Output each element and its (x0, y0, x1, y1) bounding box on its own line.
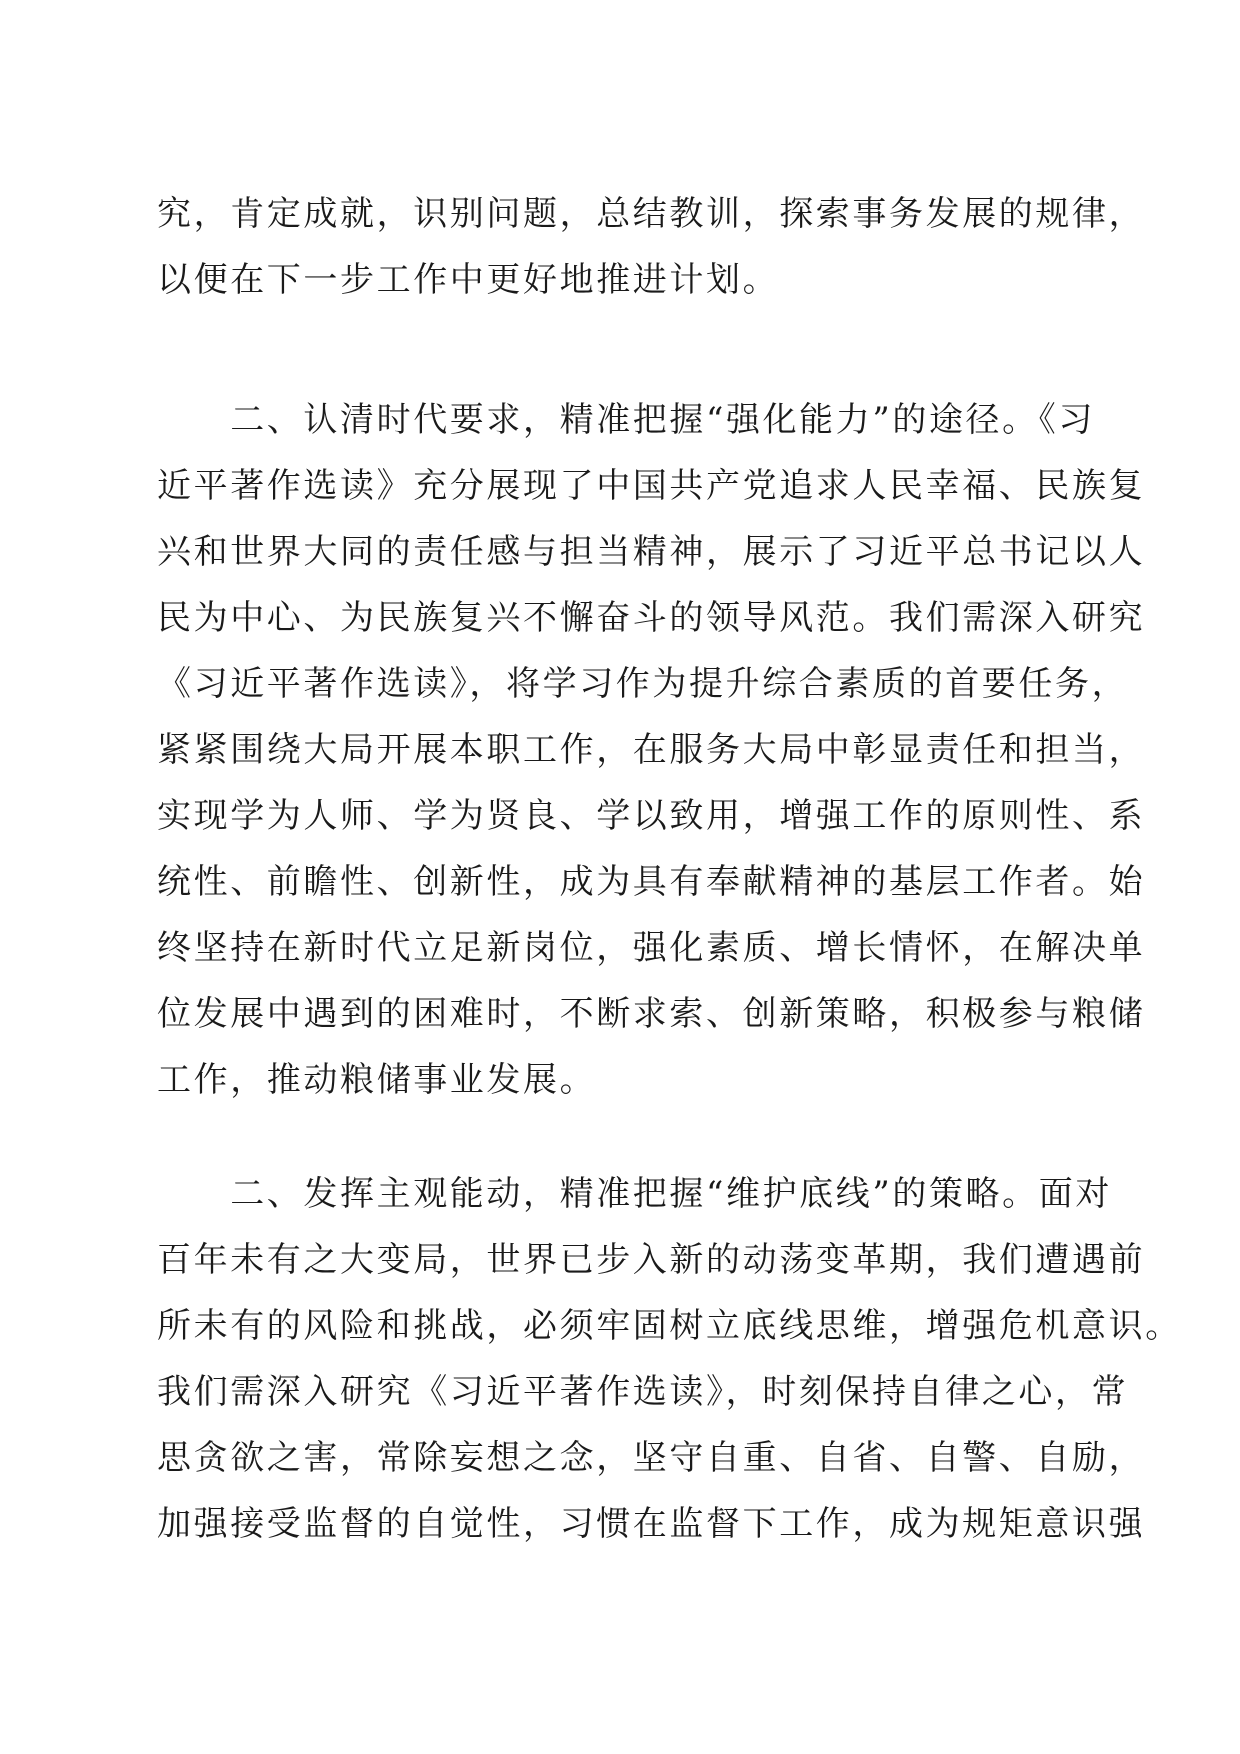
text-line: 究，肯定成就，识别问题，总结教训，探索事务发展的规律， (157, 194, 1146, 234)
text-line: 实现学为人师、学为贤良、学以致用，增强工作的原则性、系 (157, 796, 1146, 836)
text-line: 民为中心、为民族复兴不懈奋斗的领导风范。我们需深入研究 (157, 598, 1146, 638)
text-line: 《习近平著作选读》，将学习作为提升综合素质的首要任务， (157, 664, 1129, 704)
paragraph-continuation (157, 181, 1146, 313)
text-line: 近平著作选读》充分展现了中国共产党追求人民幸福、民族复 (157, 466, 1146, 506)
text-line: 紧紧围绕大局开展本职工作，在服务大局中彰显责任和担当， (157, 730, 1146, 770)
text-line: 二、认清时代要求，精准把握“强化能力”的途径。《习 (157, 400, 1095, 440)
text-line: 统性、前瞻性、创新性，成为具有奉献精神的基层工作者。始 (157, 862, 1146, 902)
text-line: 工作，推动粮储事业发展。 (157, 1060, 597, 1100)
text-line: 兴和世界大同的责任感与担当精神，展示了习近平总书记以人 (157, 532, 1146, 572)
text-line: 终坚持在新时代立足新岗位，强化素质、增长情怀，在解决单 (157, 928, 1146, 968)
text-line: 加强接受监督的自觉性，习惯在监督下工作，成为规矩意识强 (157, 1504, 1146, 1544)
text-line: 位发展中遇到的困难时，不断求索、创新策略，积极参与粮储 (157, 994, 1146, 1034)
text-line: 所未有的风险和挑战，必须牢固树立底线思维，增强危机意识。 (157, 1306, 1182, 1346)
text-line: 思贪欲之害，常除妄想之念，坚守自重、自省、自警、自励， (157, 1438, 1146, 1478)
paragraph-bottom-line (157, 1161, 1182, 1557)
text-line: 我们需深入研究《习近平著作选读》，时刻保持自律之心，常 (157, 1372, 1129, 1412)
text-line: 百年未有之大变局，世界已步入新的动荡变革期，我们遭遇前 (157, 1240, 1146, 1280)
text-line: 二、发挥主观能动，精准把握“维护底线”的策略。面对 (157, 1174, 1112, 1214)
paragraph-strengthen-ability (157, 387, 1146, 1113)
text-line: 以便在下一步工作中更好地推进计划。 (157, 260, 780, 300)
